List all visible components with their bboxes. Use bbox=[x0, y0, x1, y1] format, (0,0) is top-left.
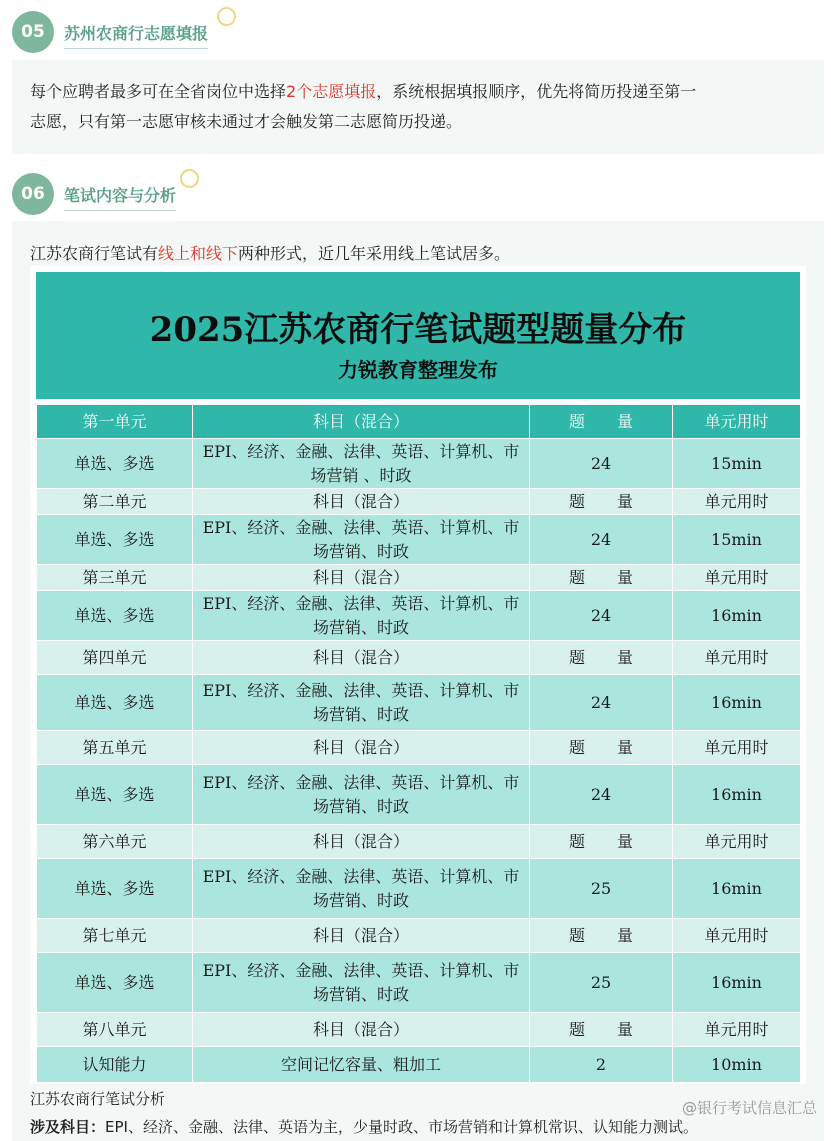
table-cell: 16min bbox=[673, 953, 801, 1013]
table-cell: 单元用时 bbox=[673, 731, 801, 765]
table-cell: 单元用时 bbox=[673, 489, 801, 515]
table-row bbox=[37, 859, 801, 919]
table-cell: 单元用时 bbox=[673, 1013, 801, 1047]
table-subheader-row bbox=[37, 489, 801, 515]
table-cell: 24 bbox=[530, 675, 673, 731]
table-cell: 科目（混合） bbox=[193, 825, 530, 859]
table-cell: 题 量 bbox=[530, 731, 673, 765]
table-cell: 科目（混合） bbox=[193, 565, 530, 591]
table-cell: 题 量 bbox=[530, 565, 673, 591]
table-cell: 题 量 bbox=[530, 1013, 673, 1047]
table-row bbox=[37, 953, 801, 1013]
table-cell: 题 量 bbox=[530, 919, 673, 953]
table-cell: EPI、经济、金融、法律、英语、计算机、市场营销、时政 bbox=[193, 675, 530, 731]
section-number-badge: 05 bbox=[12, 11, 54, 53]
table-cell: 16min bbox=[673, 859, 801, 919]
table-cell: 16min bbox=[673, 675, 801, 731]
table-cell: 24 bbox=[530, 515, 673, 565]
table-cell: 第三单元 bbox=[37, 565, 193, 591]
analysis-heading: 江苏农商行笔试分析 bbox=[30, 1090, 166, 1108]
table-cell: 科目（混合） bbox=[193, 489, 530, 515]
table-cell: EPI、经济、金融、法律、英语、计算机、市场营销、时政 bbox=[193, 859, 530, 919]
table-cell: 单元用时 bbox=[673, 405, 801, 439]
table-cell: 单选、多选 bbox=[37, 765, 193, 825]
table-cell: 第五单元 bbox=[37, 731, 193, 765]
table-row bbox=[37, 439, 801, 489]
highlight-text: 2个志愿填报 bbox=[286, 82, 377, 101]
table-cell: 题 量 bbox=[530, 489, 673, 515]
table-cell: 单选、多选 bbox=[37, 953, 193, 1013]
table-cell: 15min bbox=[673, 439, 801, 489]
table-subheader-row bbox=[37, 825, 801, 859]
table-cell: 15min bbox=[673, 515, 801, 565]
table-cell: 单选、多选 bbox=[37, 591, 193, 641]
table-cell: EPI、经济、金融、法律、英语、计算机、市场营销、时政 bbox=[193, 591, 530, 641]
table-cell: 24 bbox=[530, 591, 673, 641]
table-subtitle: 力锐教育整理发布 bbox=[338, 358, 498, 382]
section-05-header bbox=[12, 11, 272, 53]
section-title: 苏州农商行志愿填报 bbox=[64, 21, 208, 49]
section-title: 笔试内容与分析 bbox=[64, 183, 176, 211]
table-cell: EPI、经济、金融、法律、英语、计算机、市场营销 、时政 bbox=[193, 439, 530, 489]
exam-distribution-table-image bbox=[30, 266, 806, 1084]
table-subheader-row bbox=[37, 731, 801, 765]
table-cell: 单元用时 bbox=[673, 565, 801, 591]
table-cell: 科目（混合） bbox=[193, 731, 530, 765]
decorative-ring-icon bbox=[217, 7, 236, 26]
table-cell: 第六单元 bbox=[37, 825, 193, 859]
table-cell: 第四单元 bbox=[37, 641, 193, 675]
table-cell: 25 bbox=[530, 859, 673, 919]
table-cell: 科目（混合） bbox=[193, 405, 530, 439]
table-banner bbox=[36, 272, 800, 399]
subjects-label: 涉及科目： bbox=[30, 1118, 106, 1136]
table-cell: 题 量 bbox=[530, 825, 673, 859]
table-cell: 16min bbox=[673, 591, 801, 641]
table-cell: EPI、经济、金融、法律、英语、计算机、市场营销、时政 bbox=[193, 765, 530, 825]
table-cell: 认知能力 bbox=[37, 1047, 193, 1083]
table-cell: 单选、多选 bbox=[37, 675, 193, 731]
exam-table bbox=[36, 404, 801, 1083]
table-subheader-row bbox=[37, 405, 801, 439]
table-cell: 科目（混合） bbox=[193, 1013, 530, 1047]
table-cell: 10min bbox=[673, 1047, 801, 1083]
table-cell: 24 bbox=[530, 439, 673, 489]
table-cell: 16min bbox=[673, 765, 801, 825]
table-cell: 2 bbox=[530, 1047, 673, 1083]
table-cell: 题 量 bbox=[530, 641, 673, 675]
table-cell: 25 bbox=[530, 953, 673, 1013]
table-cell: 第二单元 bbox=[37, 489, 193, 515]
table-cell: 第一单元 bbox=[37, 405, 193, 439]
decorative-ring-icon bbox=[180, 169, 199, 188]
table-cell: 科目（混合） bbox=[193, 641, 530, 675]
table-subheader-row bbox=[37, 919, 801, 953]
subjects-line bbox=[30, 1116, 698, 1137]
highlight-text: 线上和线下 bbox=[158, 244, 239, 263]
table-cell: 题 量 bbox=[530, 405, 673, 439]
section-06-paragraph: 江苏农商行笔试有线上和线下两种形式，近几年采用线上笔试居多。 bbox=[30, 244, 511, 263]
table-row bbox=[37, 591, 801, 641]
section-06-header bbox=[12, 173, 272, 215]
table-cell: EPI、经济、金融、法律、英语、计算机、市场营销、时政 bbox=[193, 515, 530, 565]
table-subheader-row bbox=[37, 1013, 801, 1047]
table-cell: 单元用时 bbox=[673, 919, 801, 953]
table-row bbox=[37, 515, 801, 565]
table-cell: 单选、多选 bbox=[37, 859, 193, 919]
subjects-text: EPI、经济、金融、法律、英语为主，少量时政、市场营销和计算机常识、认知能力测试。 bbox=[105, 1118, 698, 1136]
table-cell: 第七单元 bbox=[37, 919, 193, 953]
table-subheader-row bbox=[37, 641, 801, 675]
table-subheader-row bbox=[37, 565, 801, 591]
table-cell: 单元用时 bbox=[673, 641, 801, 675]
section-number-badge: 06 bbox=[12, 173, 54, 215]
source-watermark: @银行考试信息汇总 bbox=[681, 1099, 817, 1117]
table-cell: 科目（混合） bbox=[193, 919, 530, 953]
table-row bbox=[37, 1047, 801, 1083]
table-cell: 单选、多选 bbox=[37, 439, 193, 489]
table-title: 2025江苏农商行笔试题型题量分布 bbox=[149, 310, 687, 350]
section-05-paragraph: 每个应聘者最多可在全省岗位中选择2个志愿填报，系统根据填报顺序，优先将简历投递至第一 志愿，只有第一志愿审核未通过才会触发第二志愿简历投递。 bbox=[30, 82, 697, 131]
table-cell: 第八单元 bbox=[37, 1013, 193, 1047]
table-cell: EPI、经济、金融、法律、英语、计算机、市场营销、时政 bbox=[193, 953, 530, 1013]
table-row bbox=[37, 765, 801, 825]
table-cell: 空间记忆容量、粗加工 bbox=[193, 1047, 530, 1083]
table-cell: 单元用时 bbox=[673, 825, 801, 859]
table-row bbox=[37, 675, 801, 731]
table-cell: 24 bbox=[530, 765, 673, 825]
table-cell: 单选、多选 bbox=[37, 515, 193, 565]
section-05-body bbox=[12, 60, 824, 154]
